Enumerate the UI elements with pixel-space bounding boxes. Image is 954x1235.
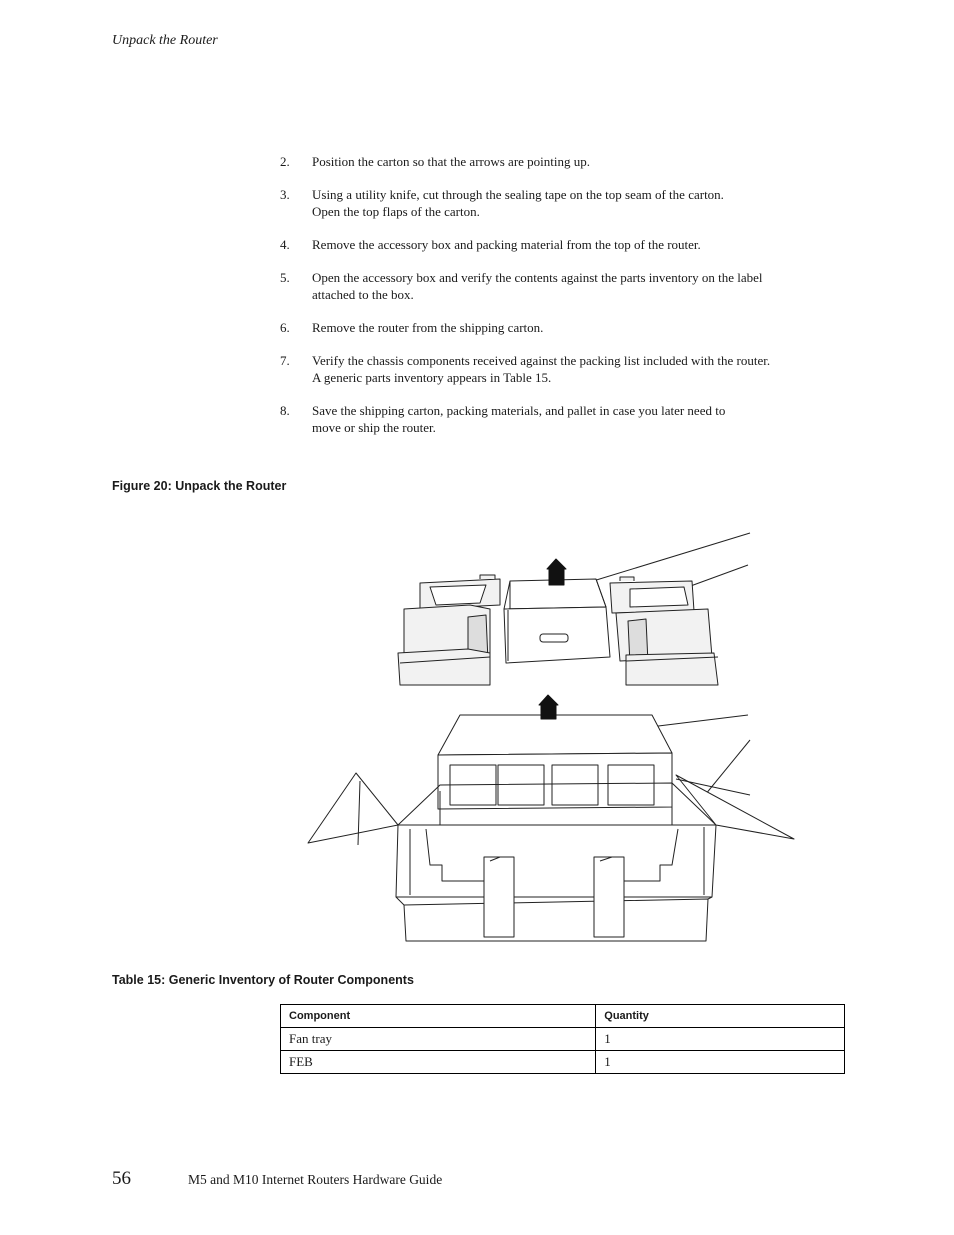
table-cell-component: FEB xyxy=(281,1051,596,1074)
step-number: 2. xyxy=(280,154,290,169)
step-number: 4. xyxy=(280,237,290,252)
step-item xyxy=(280,402,850,436)
table-caption: Table 15: Generic Inventory of Router Components xyxy=(112,973,414,987)
router-carton-drawing xyxy=(300,525,800,945)
table-row xyxy=(281,1051,845,1074)
step-text: Open the accessory box and verify the contents against the parts inventory on the label attached to the box. xyxy=(312,270,763,302)
step-text: Remove the router from the shipping carton. xyxy=(312,320,544,335)
step-text: Save the shipping carton, packing materials, and pallet in case you later need to move or ship the router. xyxy=(312,403,726,435)
unpack-router-illustration xyxy=(300,525,800,945)
step-text: Verify the chassis components received against the packing list included with the router. A generic parts inventory appears in Table 15. xyxy=(312,353,771,385)
figure-caption: Figure 20: Unpack the Router xyxy=(112,479,287,493)
step-item xyxy=(280,186,850,220)
left-packing-foam xyxy=(398,575,500,685)
procedure-steps xyxy=(280,153,850,452)
table-cell-component: Fan tray xyxy=(281,1028,596,1051)
step-number: 6. xyxy=(280,320,290,335)
page-number: 56 xyxy=(112,1168,131,1189)
step-number: 8. xyxy=(280,403,290,418)
step-text: Position the carton so that the arrows are pointing up. xyxy=(312,154,591,169)
step-text: Using a utility knife, cut through the sealing tape on the top seam of the carton. Open the top flaps of the carton. xyxy=(312,187,724,219)
step-item xyxy=(280,319,850,336)
callout-line xyxy=(580,533,750,585)
step-number: 5. xyxy=(280,270,290,285)
table-cell-quantity: 1 xyxy=(596,1051,845,1074)
right-packing-foam xyxy=(610,577,718,685)
table-header-row xyxy=(281,1005,845,1028)
guide-title: M5 and M10 Internet Routers Hardware Guide xyxy=(188,1172,443,1187)
step-number: 7. xyxy=(280,353,290,368)
column-header-component: Component xyxy=(281,1005,596,1028)
step-item xyxy=(280,236,850,253)
step-text: Remove the accessory box and packing material from the top of the router. xyxy=(312,237,701,252)
running-header: Unpack the Router xyxy=(112,33,218,48)
router-chassis xyxy=(438,715,672,809)
table-cell-quantity: 1 xyxy=(596,1028,845,1051)
inventory-table xyxy=(280,1004,845,1074)
step-item xyxy=(280,352,850,386)
step-item xyxy=(280,269,850,303)
step-number: 3. xyxy=(280,187,290,202)
table-row xyxy=(281,1028,845,1051)
accessory-box xyxy=(504,579,610,663)
step-item xyxy=(280,153,850,170)
column-header-quantity: Quantity xyxy=(596,1005,845,1028)
